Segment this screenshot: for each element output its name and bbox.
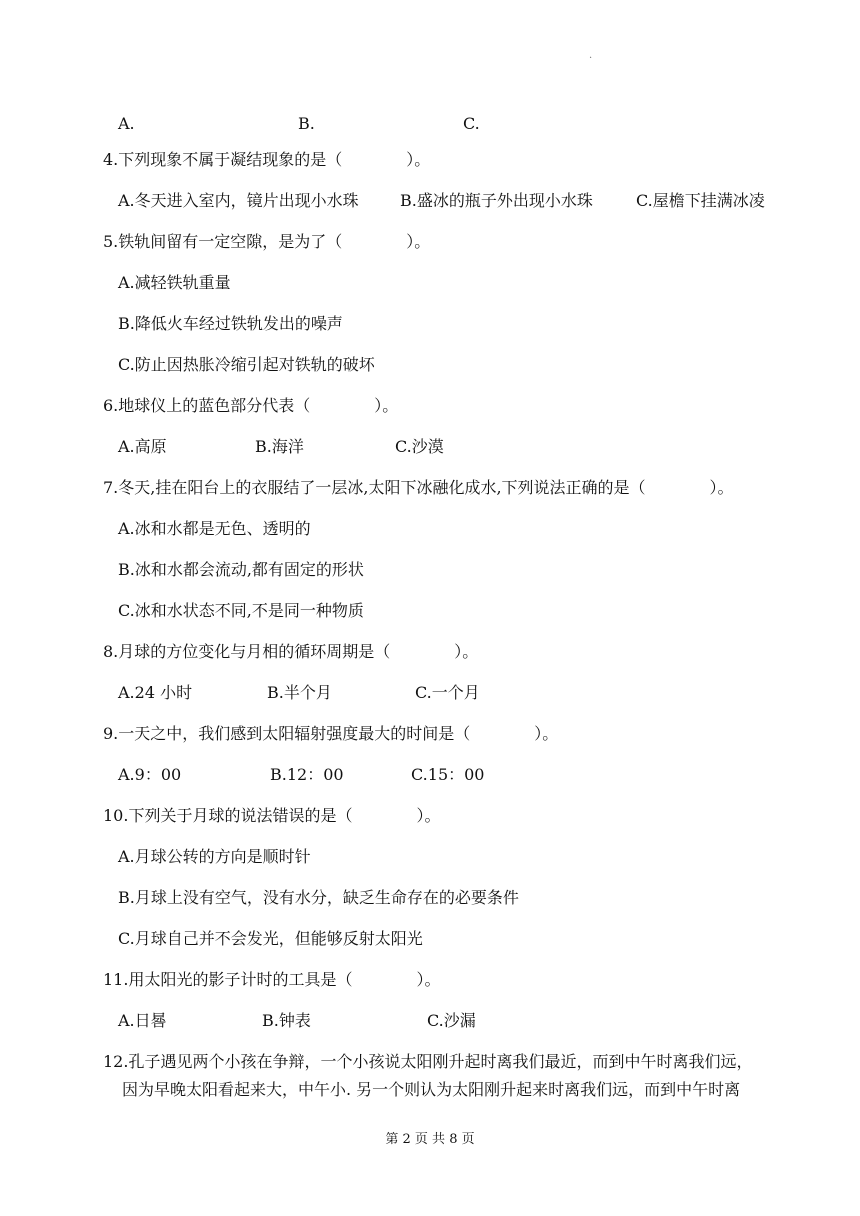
q10-option-c: C.月球自己并不会发光，但能够反射太阳光 [118, 929, 423, 948]
q7-stem: 7.冬天,挂在阳台上的衣服结了一层冰,太阳下冰融化成水,下列说法正确的是（ ）。 [103, 478, 734, 497]
q6-stem: 6.地球仪上的蓝色部分代表（ ）。 [103, 396, 399, 415]
q9-option-b: B.12：00 [270, 765, 344, 784]
q6-option-a: A.高原 [118, 437, 167, 456]
q3-option-a: A. [118, 114, 135, 133]
q3-option-b: B. [298, 114, 315, 133]
q11-option-b: B.钟表 [262, 1011, 311, 1030]
q11-stem: 11.用太阳光的影子计时的工具是（ ）。 [103, 970, 441, 989]
q5-option-b: B.降低火车经过铁轨发出的噪声 [118, 314, 343, 333]
q5-option-a: A.减轻铁轨重量 [118, 273, 231, 292]
q8-stem: 8.月球的方位变化与月相的循环周期是（ ）。 [103, 642, 479, 661]
q4-stem: 4.下列现象不属于凝结现象的是（ ）。 [103, 150, 431, 169]
q8-option-b: B.半个月 [267, 683, 332, 702]
q10-option-a: A.月球公转的方向是顺时针 [118, 847, 311, 866]
q8-option-c: C.一个月 [415, 683, 480, 702]
q9-option-a: A.9：00 [118, 765, 182, 784]
q6-option-b: B.海洋 [255, 437, 304, 456]
q6-option-c: C.沙漠 [395, 437, 444, 456]
q12-line-1: 12.孔子遇见两个小孩在争辩，一个小孩说太阳刚升起时离我们最近，而到中午时离我们远， [103, 1052, 753, 1071]
q7-option-a: A.冰和水都是无色、透明的 [118, 519, 311, 538]
page-footer: 第 2 页 共 8 页 [385, 1132, 475, 1147]
q11-option-a: A.日晷 [118, 1011, 167, 1030]
q5-stem: 5.铁轨间留有一定空隙，是为了（ ）。 [103, 232, 431, 251]
q12-line-2: 因为早晚太阳看起来大，中午小. 另一个则认为太阳刚升起来时离我们远，而到中午时离 [122, 1080, 741, 1099]
q9-stem: 9.一天之中，我们感到太阳辐射强度最大的时间是（ ）。 [103, 724, 559, 743]
q10-option-b: B.月球上没有空气，没有水分，缺乏生命存在的必要条件 [118, 888, 519, 907]
q4-option-c: C.屋檐下挂满冰凌 [636, 191, 765, 210]
q5-option-c: C.防止因热胀冷缩引起对铁轨的破坏 [118, 355, 375, 374]
header-mark: . [589, 50, 593, 61]
q4-option-a: A.冬天进入室内，镜片出现小水珠 [118, 191, 359, 210]
q9-option-c: C.15：00 [411, 765, 485, 784]
q3-option-c: C. [463, 114, 480, 133]
q7-option-c: C.冰和水状态不同,不是同一种物质 [118, 601, 364, 620]
q4-option-b: B.盛冰的瓶子外出现小水珠 [400, 191, 593, 210]
q11-option-c: C.沙漏 [427, 1011, 476, 1030]
q7-option-b: B.冰和水都会流动,都有固定的形状 [118, 560, 364, 579]
q8-option-a: A.24 小时 [118, 683, 193, 702]
q10-stem: 10.下列关于月球的说法错误的是（ ）。 [103, 806, 441, 825]
